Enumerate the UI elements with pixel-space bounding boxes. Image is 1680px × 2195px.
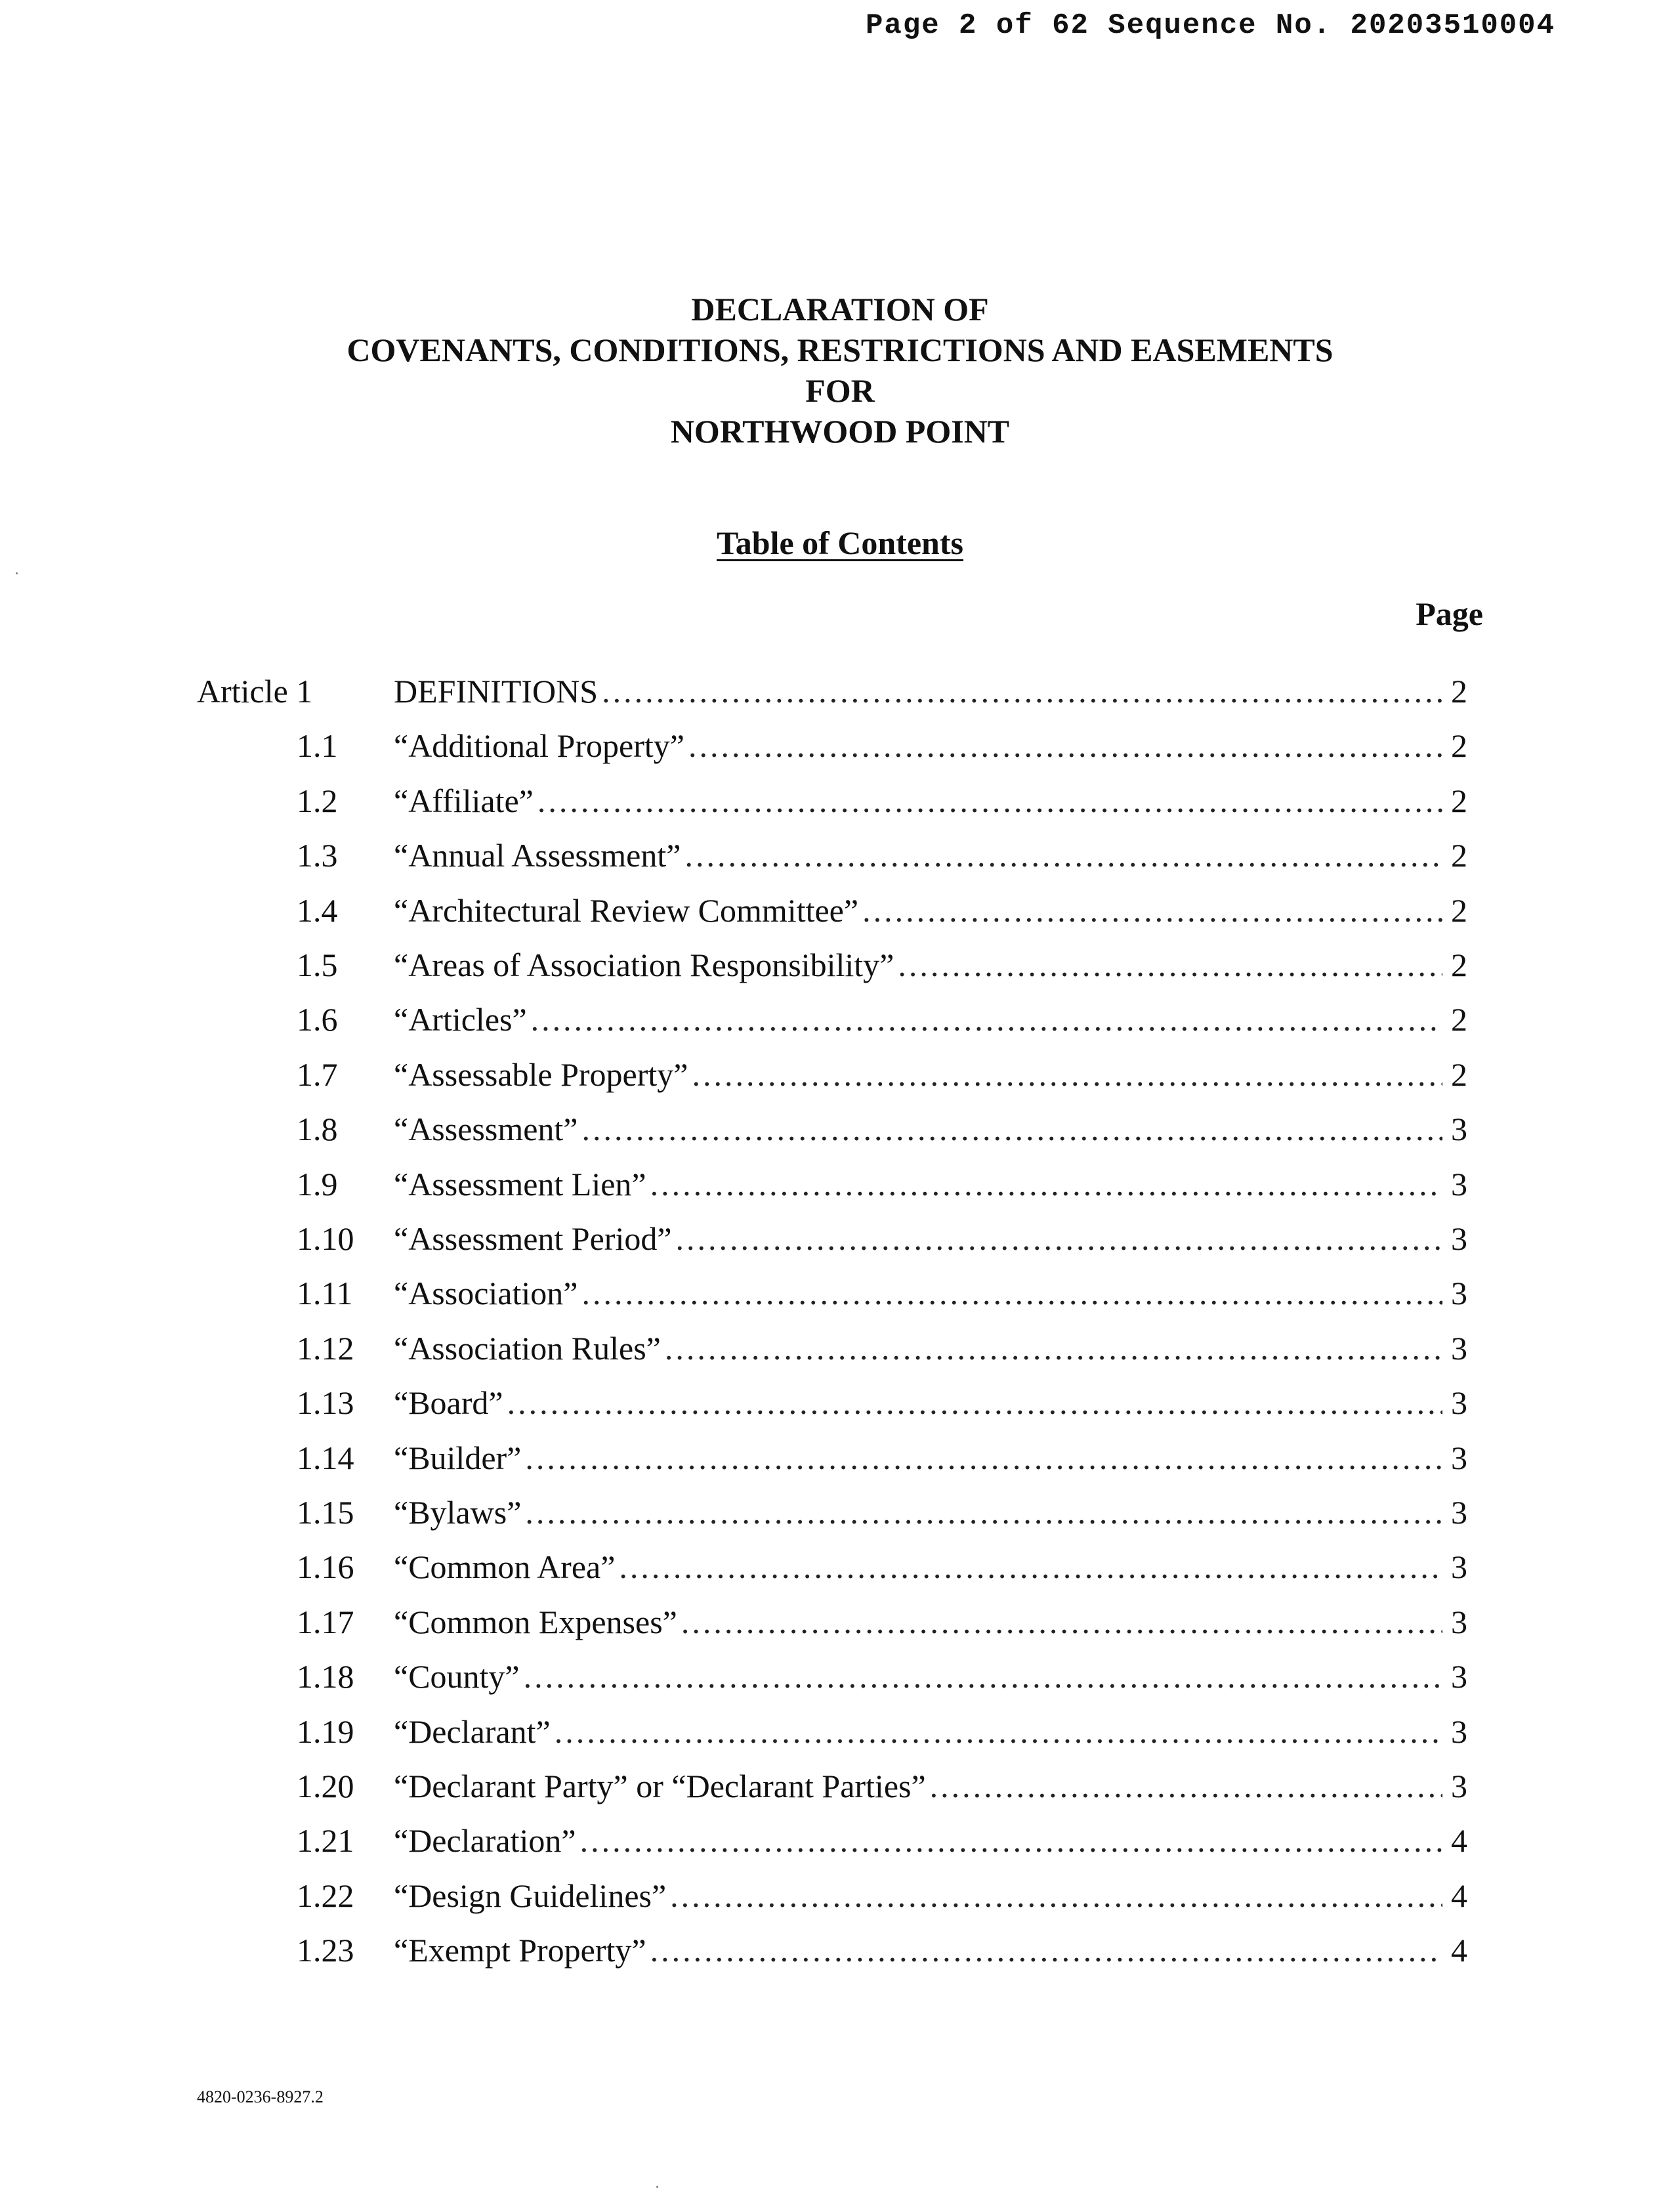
toc-entry-page: 3	[1451, 1275, 1467, 1312]
dot-leader	[676, 1216, 1442, 1262]
toc-entry	[0, 1544, 1680, 1590]
dot-leader	[531, 996, 1442, 1042]
toc-entry-title: “Common Area”	[394, 1548, 616, 1586]
toc-entry-page: 3	[1451, 1111, 1467, 1148]
dot-leader	[670, 1873, 1442, 1919]
toc-entry-page: 4	[1451, 1877, 1467, 1914]
toc-entry-number: 1.15	[297, 1494, 354, 1531]
dot-leader	[650, 1927, 1442, 1973]
toc-entry-page: 3	[1451, 1220, 1467, 1257]
toc-entry-page: 2	[1451, 891, 1467, 929]
toc-entry-line	[394, 723, 1467, 769]
toc-entry-line	[394, 1380, 1467, 1426]
toc-entry-title: “Architectural Review Committee”	[394, 891, 859, 929]
toc-entry-number: 1.11	[297, 1275, 353, 1312]
dot-leader	[555, 1709, 1442, 1755]
toc-entry-title: “Annual Assessment”	[394, 837, 681, 874]
dot-leader	[525, 1489, 1442, 1535]
toc-entry-number: 1.12	[297, 1329, 354, 1367]
dot-leader	[537, 778, 1442, 824]
dot-leader	[862, 887, 1442, 933]
toc-entry-line	[394, 1489, 1467, 1535]
toc-entry-title: “Declarant”	[394, 1713, 551, 1750]
toc-entry-title: “Additional Property”	[394, 727, 684, 765]
title-line-1: DECLARATION OF	[691, 291, 989, 328]
toc-entry-line	[394, 1435, 1467, 1481]
toc-entry-line	[394, 1106, 1467, 1152]
toc-entry-title: “Assessable Property”	[394, 1055, 688, 1093]
toc-entry-number: Article 1	[197, 673, 313, 710]
dot-leader	[602, 668, 1442, 714]
page-sequence-stamp: Page 2 of 62 Sequence No. 20203510004	[866, 9, 1555, 42]
toc-entry	[0, 1489, 1680, 1535]
toc-heading-text: Table of Contents	[717, 524, 963, 561]
dot-leader	[665, 1325, 1442, 1371]
toc-entry-number: 1.7	[297, 1055, 338, 1093]
toc-entry-number: 1.17	[297, 1603, 354, 1640]
document-id: 4820-0236-8927.2	[197, 2087, 324, 2106]
scan-speck	[656, 2186, 658, 2188]
toc-entry-page: 2	[1451, 727, 1467, 765]
toc-entry	[0, 1270, 1680, 1316]
toc-entry-line	[394, 1270, 1467, 1316]
toc-entry-line	[394, 1161, 1467, 1207]
toc-entry-line	[394, 1927, 1467, 1973]
toc-entry	[0, 1873, 1680, 1919]
toc-entry-title: “Bylaws”	[394, 1494, 522, 1531]
toc-entry-line	[394, 1599, 1467, 1645]
toc-entry	[0, 1216, 1680, 1262]
toc-entry-line	[394, 1763, 1467, 1809]
toc-entry-page: 2	[1451, 1055, 1467, 1093]
toc-entry	[0, 996, 1680, 1042]
toc-entry-line	[394, 942, 1467, 988]
toc-entry-page: 3	[1451, 1384, 1467, 1422]
toc-entry-page: 2	[1451, 947, 1467, 983]
document-title	[0, 289, 1680, 452]
toc-entry-title: “Assessment Lien”	[394, 1165, 646, 1203]
toc-entry	[0, 1599, 1680, 1645]
dot-leader	[582, 1106, 1443, 1152]
toc-entry-number: 1.9	[297, 1165, 338, 1203]
dot-leader	[581, 1270, 1442, 1316]
toc-entry	[0, 723, 1680, 769]
toc-entry-line	[394, 887, 1467, 933]
toc-entry-page: 3	[1451, 1603, 1467, 1640]
toc-entry-title: “Assessment”	[394, 1111, 578, 1148]
dot-leader	[681, 1599, 1442, 1645]
toc-entry-number: 1.10	[297, 1220, 354, 1257]
toc-entry-page: 3	[1451, 1713, 1467, 1750]
toc-entry-title: “Affiliate”	[394, 782, 534, 819]
toc-entry-page: 4	[1451, 1932, 1467, 1969]
title-line-4: NORTHWOOD POINT	[670, 413, 1010, 450]
toc-entry-page: 2	[1451, 837, 1467, 874]
dot-leader	[524, 1653, 1442, 1699]
toc-entry-title: “Articles”	[394, 1001, 527, 1038]
toc-entry-line	[394, 1052, 1467, 1098]
toc-entry-page: 3	[1451, 1768, 1467, 1804]
toc-entry	[0, 942, 1680, 988]
toc-entry-line	[394, 1325, 1467, 1371]
dot-leader	[684, 832, 1442, 878]
toc-entry-title: “Exempt Property”	[394, 1932, 646, 1969]
toc-entry	[0, 668, 1680, 714]
toc-entry-page: 3	[1451, 1494, 1467, 1531]
toc-entry-number: 1.1	[297, 727, 338, 765]
toc-entry-line	[394, 1818, 1467, 1864]
toc-entry	[0, 1653, 1680, 1699]
dot-leader	[525, 1435, 1442, 1481]
toc-entry-page: 2	[1451, 782, 1467, 819]
toc-entry-number: 1.21	[297, 1822, 354, 1860]
toc-entry-number: 1.6	[297, 1001, 338, 1038]
toc-entry-number: 1.5	[297, 947, 338, 983]
toc-entry-title: “Board”	[394, 1384, 503, 1422]
toc-entry-title: “Declaration”	[394, 1822, 576, 1860]
dot-leader	[650, 1161, 1442, 1207]
dot-leader	[692, 1052, 1443, 1098]
toc-entry-title: DEFINITIONS	[394, 673, 598, 710]
toc-entry-page: 2	[1451, 1001, 1467, 1038]
toc-entry-number: 1.2	[297, 782, 338, 819]
toc-entry-page: 3	[1451, 1658, 1467, 1695]
toc-entry	[0, 1052, 1680, 1098]
scan-speck	[16, 572, 18, 574]
toc-entry	[0, 887, 1680, 933]
toc-entry-line	[394, 1873, 1467, 1919]
toc-entry-title: “Builder”	[394, 1439, 522, 1476]
dot-leader	[930, 1763, 1442, 1809]
toc-entry-number: 1.19	[297, 1713, 354, 1750]
toc-entry-line	[394, 1653, 1467, 1699]
toc-entry-title: “County”	[394, 1658, 520, 1695]
toc-entry-page: 3	[1451, 1548, 1467, 1586]
toc-entry-number: 1.20	[297, 1768, 354, 1804]
toc-entry-line	[394, 1544, 1467, 1590]
toc-entry-title: “Assessment Period”	[394, 1220, 672, 1257]
dot-leader	[619, 1544, 1442, 1590]
toc-entry	[0, 1709, 1680, 1755]
toc-entry-page: 4	[1451, 1822, 1467, 1860]
dot-leader	[580, 1818, 1442, 1864]
toc-entry	[0, 1435, 1680, 1481]
toc-entry-page: 2	[1451, 673, 1467, 710]
toc-entry-title: “Association Rules”	[394, 1329, 661, 1367]
toc-entry-line	[394, 778, 1467, 824]
toc-entry-number: 1.18	[297, 1658, 354, 1695]
toc-heading	[0, 524, 1680, 562]
toc-entry-line	[394, 668, 1467, 714]
toc-entry	[0, 1161, 1680, 1207]
dot-leader	[898, 942, 1442, 988]
toc-entry	[0, 1325, 1680, 1371]
toc-entry-number: 1.4	[297, 891, 338, 929]
title-line-3: FOR	[805, 372, 875, 409]
toc-entry-number: 1.22	[297, 1877, 354, 1914]
toc-entry-number: 1.14	[297, 1439, 354, 1476]
toc-entry-title: “Design Guidelines”	[394, 1877, 667, 1914]
toc-entry-title: “Declarant Party” or “Declarant Parties”	[394, 1768, 926, 1804]
toc-entry-line	[394, 832, 1467, 878]
toc-entry-number: 1.16	[297, 1548, 354, 1586]
toc-entry-page: 3	[1451, 1165, 1467, 1203]
toc-entry-number: 1.3	[297, 837, 338, 874]
toc-entry-line	[394, 1216, 1467, 1262]
toc-entry-title: “Common Expenses”	[394, 1603, 677, 1640]
toc-entry-line	[394, 1709, 1467, 1755]
dot-leader	[688, 723, 1442, 769]
toc-entry	[0, 1380, 1680, 1426]
toc-entry	[0, 1106, 1680, 1152]
toc-entry	[0, 1763, 1680, 1809]
toc-entry-page: 3	[1451, 1439, 1467, 1476]
toc-entry	[0, 1818, 1680, 1864]
dot-leader	[507, 1380, 1442, 1426]
toc-entry-number: 1.23	[297, 1932, 354, 1969]
toc-entry-page: 3	[1451, 1329, 1467, 1367]
toc-entry-title: “Areas of Association Responsibility”	[394, 947, 894, 983]
toc-entry	[0, 832, 1680, 878]
toc-entry-number: 1.8	[297, 1111, 338, 1148]
toc-entry-number: 1.13	[297, 1384, 354, 1422]
toc-entry	[0, 778, 1680, 824]
title-line-2: COVENANTS, CONDITIONS, RESTRICTIONS AND EASEMENTS	[346, 331, 1334, 368]
toc-entry-title: “Association”	[394, 1275, 578, 1312]
toc-entry-line	[394, 996, 1467, 1042]
page-column-label: Page	[1416, 595, 1483, 632]
toc-entry	[0, 1927, 1680, 1973]
